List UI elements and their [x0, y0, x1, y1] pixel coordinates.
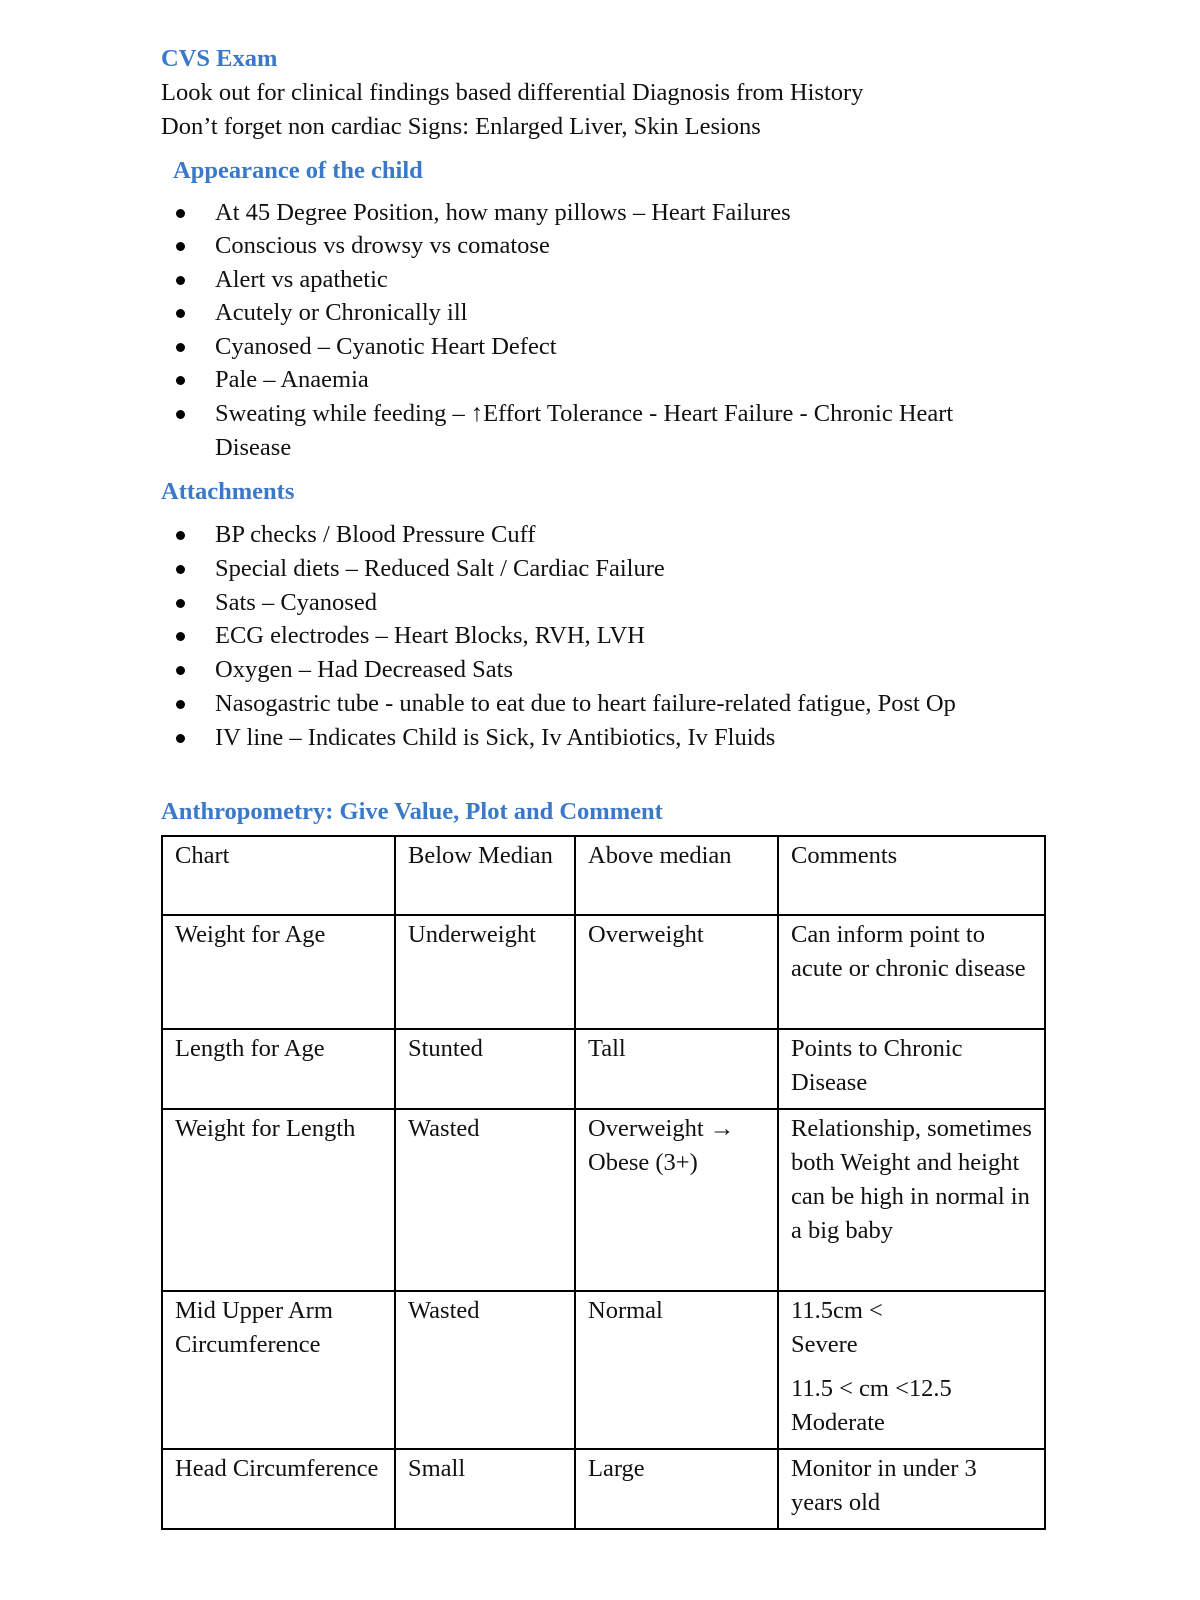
comment-line: Moderate: [791, 1409, 885, 1436]
cell-chart: Mid Upper Arm Circumference: [162, 1291, 395, 1449]
list-item: Pale – Anaemia: [215, 366, 369, 393]
bullet-icon: [176, 666, 185, 675]
table-row: [162, 1109, 1045, 1291]
comment-line: 11.5 < cm <12.5: [791, 1375, 952, 1402]
cell-chart: Weight for Length: [162, 1109, 395, 1291]
bullet-icon: [176, 343, 185, 352]
cell-below: Small: [395, 1449, 575, 1529]
bullet-icon: [176, 242, 185, 251]
bullet-icon: [176, 734, 185, 743]
comment-line: 11.5cm <: [791, 1297, 883, 1324]
section-heading-appearance: Appearance of the child: [173, 157, 423, 184]
cell-above: Large: [575, 1449, 778, 1529]
list-item: Conscious vs drowsy vs comatose: [215, 232, 550, 259]
list-item: Nasogastric tube - unable to eat due to heart failure-related fatigue, Post Op: [215, 690, 956, 717]
cell-below: Wasted: [395, 1291, 575, 1449]
table-row: [162, 915, 1045, 1029]
cell-comment: Relationship, sometimes both Weight and height can be high in normal in a big baby: [778, 1109, 1045, 1291]
cell-chart: Weight for Age: [162, 915, 395, 1029]
list-item: Alert vs apathetic: [215, 266, 388, 293]
list-item-continuation: Disease: [215, 434, 292, 461]
list-item: Acutely or Chronically ill: [215, 299, 468, 326]
bullet-icon: [176, 309, 185, 318]
list-item: At 45 Degree Position, how many pillows – Heart Failures: [215, 199, 791, 226]
intro-line: Don’t forget non cardiac Signs: Enlarged Liver, Skin Lesions: [161, 113, 761, 140]
bullet-icon: [176, 599, 185, 608]
table-row: [162, 1291, 1045, 1449]
section-heading-attachments: Attachments: [161, 478, 295, 505]
header-cell-below-median: Below Median: [395, 836, 575, 915]
section-heading-anthropometry: Anthropometry: Give Value, Plot and Comment: [161, 798, 663, 825]
cell-above: Overweight → Obese (3+): [575, 1109, 778, 1291]
page-title: CVS Exam: [161, 45, 278, 72]
bullet-icon: [176, 209, 185, 218]
list-item: BP checks / Blood Pressure Cuff: [215, 521, 536, 548]
list-item: ECG electrodes – Heart Blocks, RVH, LVH: [215, 622, 645, 649]
table-row: [162, 1029, 1045, 1109]
list-item: Sats – Cyanosed: [215, 589, 377, 616]
bullet-icon: [176, 700, 185, 709]
cell-above: Overweight: [575, 915, 778, 1029]
bullet-icon: [176, 376, 185, 385]
list-item: IV line – Indicates Child is Sick, Iv Antibiotics, Iv Fluids: [215, 724, 776, 751]
cell-comment: Points to Chronic Disease: [778, 1029, 1045, 1109]
cell-comment: [778, 1291, 1045, 1449]
table-row: [162, 1449, 1045, 1529]
table-header-row: [162, 836, 1045, 915]
cell-above: Normal: [575, 1291, 778, 1449]
list-item: Special diets – Reduced Salt / Cardiac Failure: [215, 555, 665, 582]
cell-below: Wasted: [395, 1109, 575, 1291]
header-cell-above-median: Above median: [575, 836, 778, 915]
list-item: Cyanosed – Cyanotic Heart Defect: [215, 333, 557, 360]
bullet-icon: [176, 632, 185, 641]
cell-above: Tall: [575, 1029, 778, 1109]
list-item: Sweating while feeding – ↑Effort Tolerance - Heart Failure - Chronic Heart: [215, 400, 954, 427]
bullet-icon: [176, 565, 185, 574]
cell-below: Stunted: [395, 1029, 575, 1109]
cell-chart: Head Circumference: [162, 1449, 395, 1529]
header-cell-chart: Chart: [162, 836, 395, 915]
intro-line: Look out for clinical findings based differential Diagnosis from History: [161, 79, 864, 106]
cell-below: Underweight: [395, 915, 575, 1029]
cell-comment: Can inform point to acute or chronic disease: [778, 915, 1045, 1029]
bullet-icon: [176, 410, 185, 419]
bullet-icon: [176, 276, 185, 285]
cell-chart: Length for Age: [162, 1029, 395, 1109]
anthropometry-table: [161, 835, 1046, 1530]
cell-comment: Monitor in under 3 years old: [778, 1449, 1045, 1529]
header-cell-comments: Comments: [778, 836, 1045, 915]
list-item: Oxygen – Had Decreased Sats: [215, 656, 513, 683]
bullet-icon: [176, 531, 185, 540]
comment-line: Severe: [791, 1331, 858, 1358]
